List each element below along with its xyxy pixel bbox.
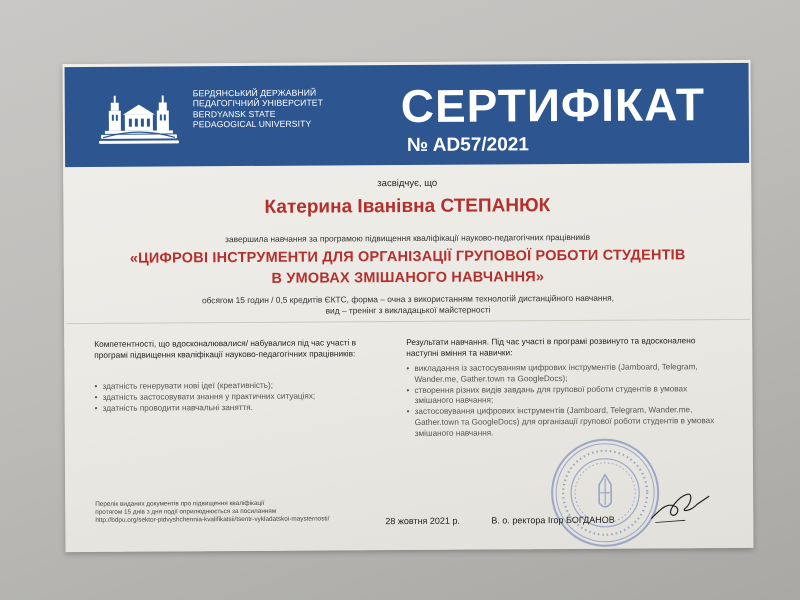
signatory: В. о. ректора Ігор БОГДАНОВ (491, 514, 615, 526)
list-item: • здатність проводити навчальні заняття. (95, 402, 385, 415)
program-details-line: вид – тренінг з викладацької майстерності (325, 304, 491, 316)
certificate-header (65, 63, 750, 167)
footer-note-line: протягом 15 днів з дня події оприлюднюється за посиланням (95, 507, 277, 516)
completion-text: завершила навчання за програмою підвищення кваліфікації науково-педагогічних працівників (225, 231, 591, 245)
footer-note (95, 499, 329, 524)
results-list (406, 362, 716, 439)
footer-link[interactable]: http://bdpu.org/sektor-pidvyshchennia-kvalifikatsii/tsentr-vykladatskoi-maysternosti/ (95, 515, 330, 524)
program-details-line: обсягом 15 годин / 0,5 кредитів ЄКТС, форма – очна з використанням технологій дистанційного навчання, (201, 292, 615, 306)
competencies-list (94, 380, 384, 414)
recipient-name: Катерина Іванівна СТЕПАНЮК (264, 195, 551, 218)
certificate (63, 60, 754, 552)
certificate-number: № AD57/2021 (406, 134, 529, 157)
university-name-line: PEDAGOGICAL UNIVERSITY (192, 118, 312, 130)
competencies-title: Компетентності, що вдосконалювалися/ набувалися під час участі в програмі підвищення кваліфікації науково-педагогічних працівників: (94, 337, 357, 360)
footer-note-line: Перелік виданих документів про підвищення кваліфікації (95, 499, 265, 508)
results-title: Результати навчання. Під час участі в програмі розвинуто та вдосконалено наступні вміння та навички: (406, 335, 696, 358)
list-item: • здатність застосовувати знання у практичних ситуаціях; (95, 391, 385, 404)
university-name-line: БЕРДЯНСЬКИЙ ДЕРЖАВНИЙ (192, 87, 317, 99)
program-title-line: В УМОВАХ ЗМІШАНОГО НАВЧАННЯ» (271, 269, 545, 287)
list-item: • створення різних видів завдань для групової роботи студентів в умовах змішаного навчання; (406, 384, 716, 407)
certificate-title: СЕРТИФІКАТ (400, 78, 706, 133)
list-item: • застосовування цифрових інструментів (Jamboard, Telegram, Wander.me, Gather.town та GoogleDocs) для організації групової роботи студентів в умовах змішаного навчання. (407, 405, 717, 439)
signature-icon (645, 478, 715, 526)
list-item: • викладання із застосуванням цифрових інструментів (Jamboard, Telegram, Wander.me, Gather.town та GoogleDocs); (406, 362, 716, 385)
certifies-text: засвідчує, що (377, 177, 438, 190)
section-divider (66, 319, 750, 324)
university-logo-icon (95, 90, 183, 147)
issue-date: 28 жовтня 2021 р. (385, 515, 460, 527)
university-name-line: ПЕДАГОГІЧНИЙ УНІВЕРСИТЕТ (192, 97, 323, 109)
program-title-line: «ЦИФРОВІ ІНСТРУМЕНТИ ДЛЯ ОРГАНІЗАЦІЇ ГРУПОВОЇ РОБОТИ СТУДЕНТІВ (129, 247, 686, 267)
university-name-line: BERDYANSK STATE (192, 108, 276, 120)
list-item: • здатність генерувати нові ідеї (креативність); (94, 380, 384, 393)
